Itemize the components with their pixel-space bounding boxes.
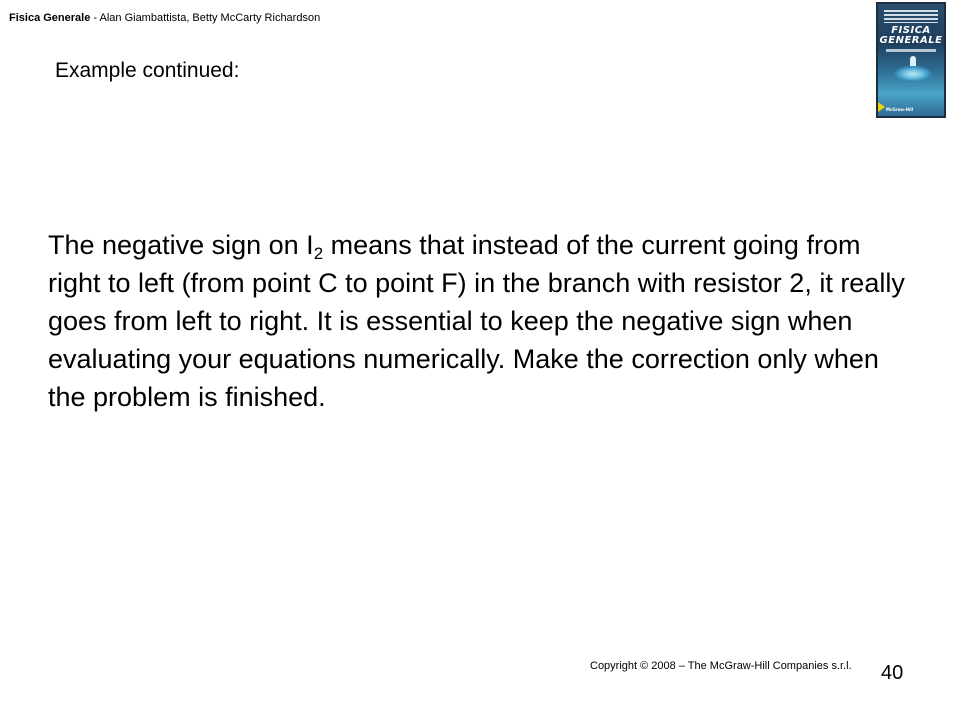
- cover-title-line2: GENERALE: [879, 35, 943, 46]
- cover-water-drop: [894, 66, 932, 82]
- body-text-part2: means that instead of the current going from right to left (from point C to point F) in the branch with resistor 2, it really goes from left to right. It is essential to keep the negative sign when evaluating your equations numerically. Make the correction only when the problem is finished.: [48, 230, 905, 412]
- book-title: Fisica Generale: [9, 12, 91, 24]
- slide-body-text: [48, 226, 918, 416]
- book-cover-image: [876, 2, 946, 118]
- slide-header: [9, 12, 320, 24]
- slide-subtitle: Example continued:: [55, 59, 240, 82]
- book-authors: - Alan Giambattista, Betty McCarty Richardson: [90, 12, 321, 24]
- cover-subtitle-line: [886, 49, 936, 52]
- body-text-part1: The negative sign on I: [48, 230, 314, 260]
- current-subscript: 2: [313, 244, 324, 263]
- cover-authors-lines: [884, 10, 938, 23]
- cover-arrow-icon: [878, 102, 885, 112]
- copyright-notice: Copyright © 2008 – The McGraw-Hill Companies s.r.l.: [590, 660, 852, 672]
- cover-publisher: McGraw-Hill: [886, 107, 914, 112]
- page-number: 40: [881, 662, 904, 684]
- cover-title-line1: FISICA: [891, 25, 931, 36]
